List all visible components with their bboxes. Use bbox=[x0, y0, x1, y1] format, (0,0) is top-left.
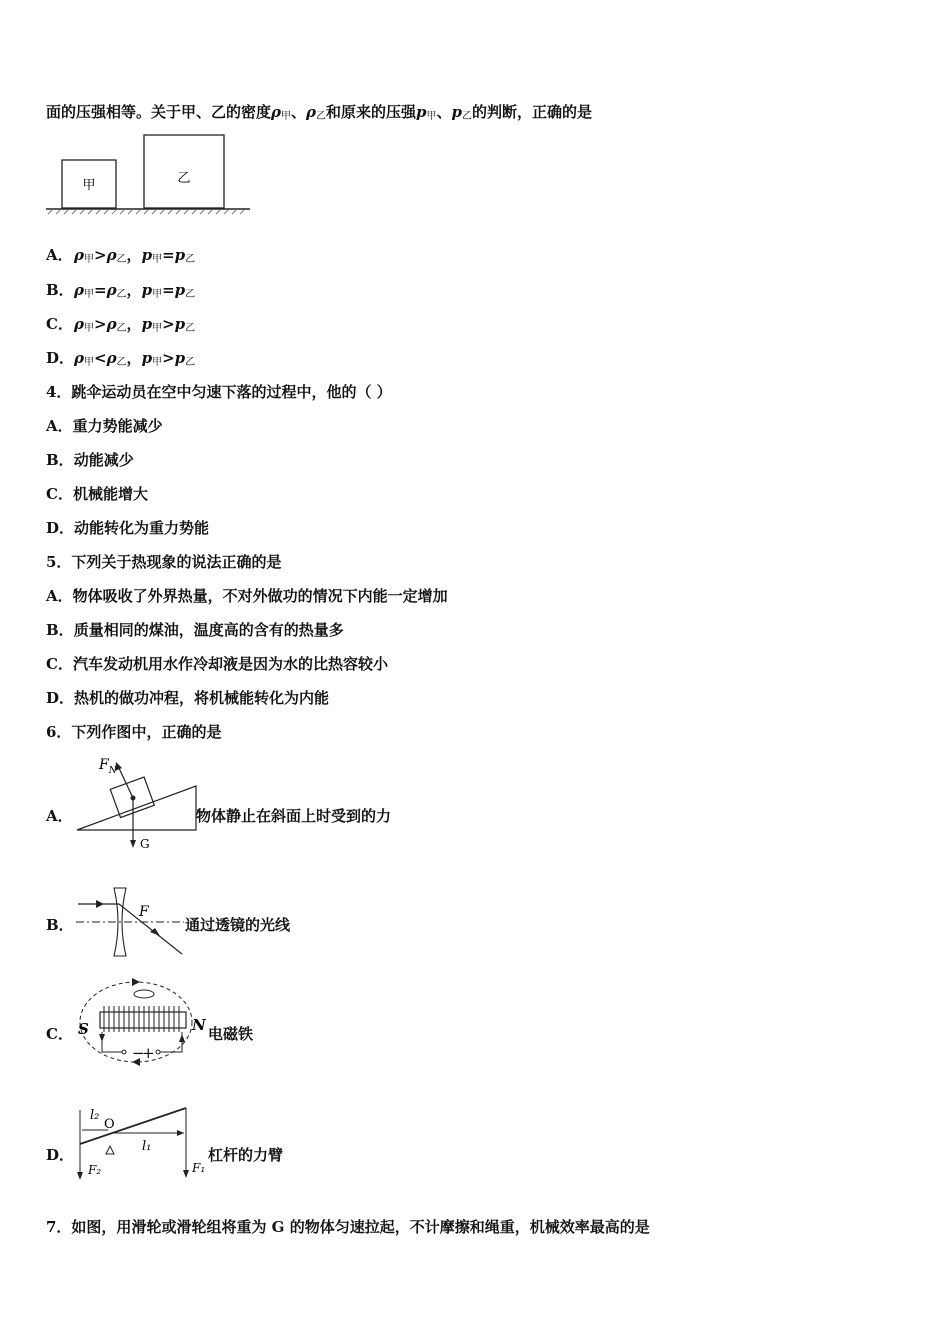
q6-option-d-caption: 杠杆的力臂 bbox=[208, 1146, 284, 1164]
option-text: 动能减少 bbox=[73, 451, 134, 469]
option-text: 动能转化为重力势能 bbox=[74, 519, 210, 537]
relation-pressure: > bbox=[162, 315, 175, 333]
electromagnet-figure bbox=[74, 972, 210, 1068]
relation-density: > bbox=[93, 315, 107, 333]
sub-yi: 乙 bbox=[116, 323, 127, 334]
sub-yi: 乙 bbox=[185, 323, 196, 334]
option-letter: C． bbox=[46, 315, 73, 333]
g-label: G bbox=[140, 837, 150, 851]
relation-density: > bbox=[93, 246, 107, 264]
p-symbol: p bbox=[416, 103, 427, 121]
minus-label: − bbox=[132, 1044, 145, 1062]
sub-yi: 乙 bbox=[116, 254, 127, 265]
arrowhead-icon bbox=[179, 1034, 185, 1042]
sub-jia: 甲 bbox=[83, 254, 94, 265]
arrowhead-icon bbox=[132, 978, 140, 986]
sub-jia: 甲 bbox=[426, 111, 437, 122]
south-pole-label: S bbox=[78, 1020, 89, 1038]
p-symbol: p bbox=[141, 315, 153, 333]
option-letter: D． bbox=[46, 519, 75, 537]
option-letter: D． bbox=[46, 349, 75, 367]
arrowhead-icon bbox=[177, 1130, 184, 1136]
iron-core bbox=[100, 1012, 186, 1028]
relation-pressure: > bbox=[162, 349, 175, 367]
arrowhead-icon bbox=[130, 840, 136, 848]
q3-stem-part3: 的判断，正确的是 bbox=[472, 103, 593, 121]
f2-label: F₂ bbox=[88, 1163, 102, 1177]
focus-label: F bbox=[139, 904, 149, 920]
q5-option-a[interactable] bbox=[46, 586, 448, 606]
q6-option-b-caption: 通过透镜的光线 bbox=[185, 916, 291, 934]
north-pole-label: N bbox=[192, 1016, 206, 1034]
rho-symbol: ρ bbox=[306, 103, 316, 121]
sub-yi: 乙 bbox=[185, 254, 196, 265]
terminal-left bbox=[122, 1050, 126, 1054]
option-letter: A． bbox=[46, 246, 73, 264]
q6-option-d-letter[interactable]: D． bbox=[46, 1146, 75, 1164]
rho-symbol: ρ bbox=[271, 103, 281, 121]
sub-jia: 甲 bbox=[281, 111, 291, 122]
sub-yi: 乙 bbox=[185, 357, 196, 368]
rho-symbol: ρ bbox=[74, 349, 84, 367]
q3-stem-part1: 面的压强相等。关于甲、乙的密度 bbox=[46, 103, 272, 121]
terminal-right bbox=[156, 1050, 160, 1054]
option-letter: D． bbox=[46, 689, 75, 707]
q5-option-d[interactable] bbox=[46, 688, 329, 708]
compass-needle bbox=[134, 990, 154, 998]
sub-yi: 乙 bbox=[316, 111, 326, 122]
sub-jia: 甲 bbox=[152, 323, 163, 334]
option-letter: C． bbox=[46, 655, 73, 673]
option-letter: B． bbox=[46, 281, 74, 299]
sub-yi: 乙 bbox=[185, 289, 196, 300]
separator: 、 bbox=[291, 103, 307, 121]
rho-symbol: ρ bbox=[106, 349, 117, 367]
p-symbol: p bbox=[141, 349, 153, 367]
option-letter: C． bbox=[46, 485, 73, 503]
q3-stem-part2: 和原来的压强 bbox=[326, 103, 417, 121]
p-symbol: p bbox=[174, 315, 186, 333]
q5-stem: 5．下列关于热现象的说法正确的是 bbox=[46, 553, 282, 571]
q6-option-a-caption: 物体静止在斜面上时受到的力 bbox=[196, 807, 392, 825]
arrowhead-icon bbox=[96, 900, 104, 908]
fulcrum bbox=[106, 1146, 114, 1154]
incline-figure bbox=[74, 752, 200, 854]
option-text: 物体吸收了外界热量，不对外做功的情况下内能一定增加 bbox=[72, 587, 448, 605]
rho-symbol: ρ bbox=[106, 281, 117, 299]
comma: ， bbox=[126, 315, 142, 333]
rho-symbol: ρ bbox=[74, 315, 84, 333]
q6-stem: 6．下列作图中，正确的是 bbox=[46, 723, 222, 741]
q4-option-d[interactable] bbox=[46, 518, 209, 538]
fn-label: $F_N$ bbox=[99, 757, 117, 776]
separator: 、 bbox=[436, 103, 452, 121]
option-letter: B． bbox=[46, 621, 74, 639]
rho-symbol: ρ bbox=[106, 315, 117, 333]
q4-option-b[interactable] bbox=[46, 450, 134, 470]
l2-label: l₂ bbox=[90, 1108, 100, 1123]
block-jia-label: 甲 bbox=[82, 178, 96, 193]
relation-pressure: = bbox=[162, 281, 175, 299]
sub-yi: 乙 bbox=[116, 289, 127, 300]
wire-right bbox=[160, 1032, 182, 1052]
comma: ， bbox=[126, 246, 142, 264]
q3-option-a[interactable] bbox=[46, 245, 195, 270]
refracted-ray bbox=[119, 904, 182, 954]
q3-stem bbox=[46, 102, 592, 127]
option-letter: A． bbox=[46, 417, 73, 435]
q7-stem: 7．如图，用滑轮或滑轮组将重为 G 的物体匀速拉起，不计摩擦和绳重，机械效率最高的是 bbox=[46, 1218, 650, 1236]
q5-option-c[interactable] bbox=[46, 654, 388, 674]
relation-density: < bbox=[93, 349, 107, 367]
sub-yi: 乙 bbox=[116, 357, 127, 368]
p-symbol: p bbox=[174, 246, 186, 264]
q3-option-d[interactable] bbox=[46, 348, 195, 373]
p-symbol: p bbox=[451, 103, 463, 121]
sub-jia: 甲 bbox=[152, 254, 163, 265]
sub-jia: 甲 bbox=[152, 357, 163, 368]
sub-jia: 甲 bbox=[152, 289, 163, 300]
rho-symbol: ρ bbox=[106, 246, 117, 264]
q5-option-b[interactable] bbox=[46, 620, 344, 640]
option-letter: B． bbox=[46, 451, 74, 469]
rho-symbol: ρ bbox=[74, 246, 84, 264]
option-text: 热机的做功冲程，将机械能转化为内能 bbox=[74, 689, 330, 707]
fulcrum-o-label: O bbox=[104, 1117, 115, 1132]
relation-pressure: = bbox=[162, 246, 175, 264]
rho-symbol: ρ bbox=[74, 281, 84, 299]
sub-yi: 乙 bbox=[462, 111, 473, 122]
q6-option-a-letter[interactable]: A． bbox=[46, 807, 73, 825]
incline-plane bbox=[77, 786, 196, 830]
lens-figure bbox=[74, 884, 186, 960]
sub-jia: 甲 bbox=[83, 357, 94, 368]
plus-label: + bbox=[142, 1044, 155, 1062]
q3-option-b[interactable] bbox=[46, 280, 195, 305]
q6-option-c-caption: 电磁铁 bbox=[208, 1025, 254, 1043]
relation-density: = bbox=[93, 281, 107, 299]
q6-option-c-letter[interactable]: C． bbox=[46, 1025, 73, 1043]
lever-figure bbox=[74, 1100, 210, 1184]
option-text: 机械能增大 bbox=[72, 485, 148, 503]
sub-jia: 甲 bbox=[83, 289, 94, 300]
option-text: 重力势能减少 bbox=[72, 417, 163, 435]
comma: ， bbox=[126, 349, 142, 367]
option-text: 汽车发动机用水作冷却液是因为水的比热容较小 bbox=[72, 655, 388, 673]
arrowhead-icon bbox=[77, 1172, 83, 1180]
arrowhead-icon bbox=[183, 1170, 189, 1178]
wire-left bbox=[102, 1032, 122, 1052]
q4-stem: 4．跳伞运动员在空中匀速下落的过程中，他的（ ） bbox=[46, 383, 392, 401]
arrowhead-icon bbox=[99, 1034, 105, 1042]
q3-blocks-figure bbox=[44, 132, 254, 220]
p-symbol: p bbox=[141, 246, 153, 264]
comma: ， bbox=[126, 281, 142, 299]
p-symbol: p bbox=[141, 281, 153, 299]
q4-option-c[interactable] bbox=[46, 484, 148, 504]
p-symbol: p bbox=[174, 281, 186, 299]
q6-option-b-letter[interactable]: B． bbox=[46, 916, 74, 934]
f1-label: F₁ bbox=[192, 1161, 206, 1175]
option-letter: A． bbox=[46, 587, 73, 605]
q4-option-a[interactable] bbox=[46, 416, 163, 436]
block-yi-label: 乙 bbox=[177, 171, 191, 186]
option-text: 质量相同的煤油，温度高的含有的热量多 bbox=[73, 621, 344, 639]
q3-option-c[interactable] bbox=[46, 314, 195, 339]
sub-jia: 甲 bbox=[83, 323, 94, 334]
p-symbol: p bbox=[174, 349, 186, 367]
l1-label: l₁ bbox=[142, 1139, 152, 1154]
